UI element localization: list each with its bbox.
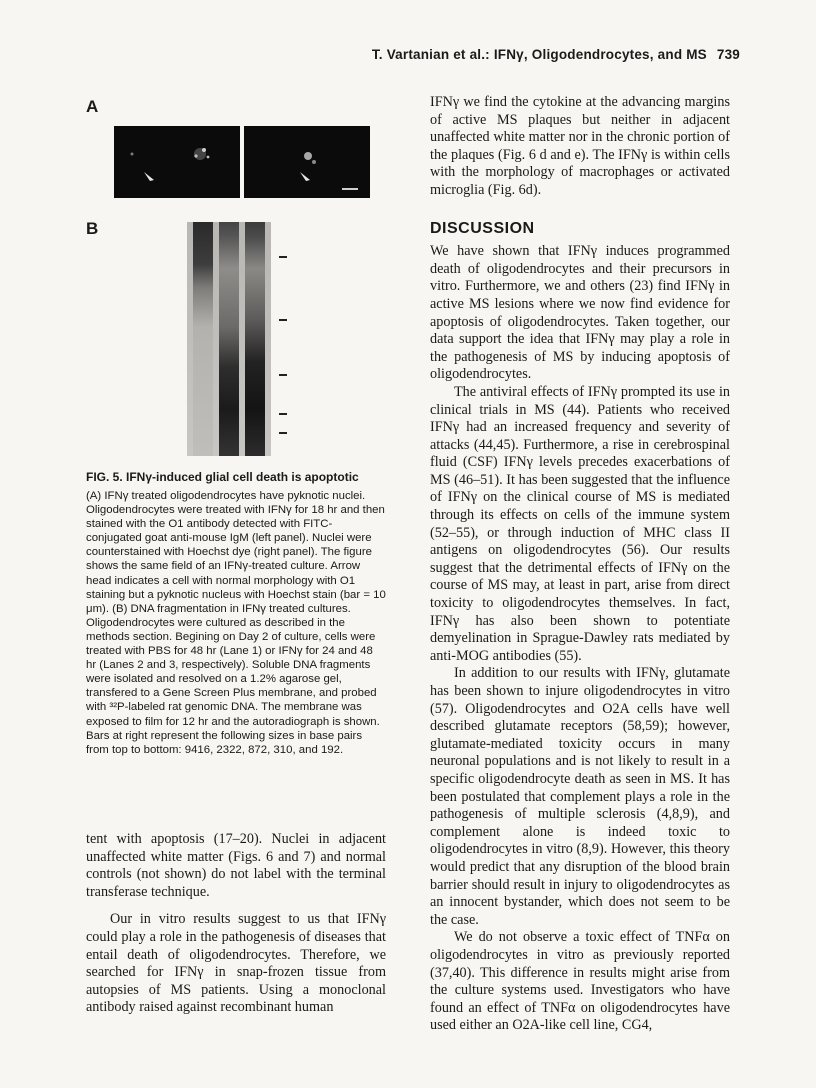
discussion-paragraph-3: In addition to our results with IFNγ, glutamate has been shown to injure oligodendrocytes in vitro (57). Oligodendrocytes and O2A cells have well described glutamate receptors (58,59); however, glutamate-mediated toxicity occurs in many neuronal populations and is not likely to result in a specific oligodendrocyte death as seen in MS. It has been postulated that complement plays a role in the pathogenesis of multiple sclerosis (4,8,9), and complement alone is indeed toxic to oligodendrocytes in vitro (8,9). However, this theory would predict that any disruption of the blood brain barrier should result in injury to oligodendrocytes as an innocent bystander, which does not seem to be the case. — [430, 665, 730, 928]
size-marker-872 — [279, 374, 287, 376]
discussion-heading: DISCUSSION — [430, 219, 535, 237]
size-marker-9416 — [279, 256, 287, 258]
left-paragraph-2: Our in vitro results suggest to us that IFNγ could play a role in the pathogenesis of diseases that entail death of oligodendrocytes. Therefore, we searched for IFNγ in snap-frozen tissue from autopsies of MS patients. Using a monoclonal antibody raised against recombinant human — [86, 911, 386, 1016]
micrograph-o1-image — [114, 126, 240, 198]
left-paragraph-1: tent with apoptosis (17–20). Nuclei in adjacent unaffected white matter (Figs. 6 and 7) and normal controls (not shown) do not label with the terminal transferase technique. — [86, 831, 386, 900]
micrograph-o1-stain — [114, 126, 240, 198]
figure-title: FIG. 5. IFNγ-induced glial cell death is apoptotic — [86, 470, 359, 484]
micrograph-hoechst-stain — [244, 126, 370, 198]
discussion-paragraph-1: We have shown that IFNγ induces programmed death of oligodendrocytes and their precursors in vitro. Furthermore, we and others (23) find IFNγ in active MS lesions where we now find evidence for apoptosis of oligodendrocytes. Taken together, our data support the idea that IFNγ may play a role in the pathogenesis of MS by inducing apoptosis of oligodendrocytes. — [430, 243, 730, 383]
discussion-paragraph-2: The antiviral effects of IFNγ prompted its use in clinical trials in MS (44). Patients who received IFNγ had an increased frequency and severity of attacks (44,45). Furthermore, a rise in cerebrospinal fluid (CSF) IFNγ levels precedes exacerbations of MS (46–51). It has been suggested that the influence of IFNγ on the clinical course of MS is mediated through its effects on cells of the immune system (52–55), or through induction of MHC class II antigens on oligodendrocytes (56). Our results suggest that the detrimental effects of IFNγ on the course of MS may, at least in part, arise from direct toxicity to oligodendrocytes themselves. In fact, IFNγ has also been shown to potentiate demyelination in Sprague-Dawley rats mediated by anti-MOG antibodies (55). — [430, 383, 730, 664]
running-title: T. Vartanian et al.: IFNγ, Oligodendrocytes, and MS — [371, 47, 707, 62]
figure-caption — [86, 470, 386, 757]
gel-autoradiograph — [187, 222, 271, 456]
page-number: 739 — [716, 47, 740, 62]
gel-lane-1 — [193, 222, 213, 456]
left-column — [86, 831, 386, 1017]
gel-lane-2 — [219, 222, 239, 456]
size-marker-2322 — [279, 319, 287, 321]
figure-caption-text: (A) IFNγ treated oligodendrocytes have pyknotic nuclei. Oligodendrocytes were treated with IFNγ for 18 hr and then stained with the O1 antibody detected with FITC-conjugated goat anti-mouse IgM (left panel). Nuclei were counterstained with Hoechst dye (right panel). The figure shows the same field of an IFNγ-treated culture. Arrow head indicates a cell with normal morphology with O1 staining but a pyknotic nucleus with Hoechst stain (bar = 10 μm). (B) DNA fragmentation in IFNγ treated cultures. Oligodendrocytes were cultured as described in the methods section. Begining on Day 2 of culture, cells were treated with PBS for 48 hr (Lane 1) or IFNγ for 24 and 48 hr (Lanes 2 and 3, respectively). Soluble DNA fragments were isolated and resolved on a 1.2% agarose gel, transfered to a Gene Screen Plus membrane, and probed with ³²P-labeled rat genomic DNA. The membrane was exposed to film for 12 hr and the autoradiograph is shown. Bars at right represent the following sizes in base pairs from top to bottom: 9416, 2322, 872, 310, and 192. — [86, 490, 386, 756]
right-paragraph-0: IFNγ we find the cytokine at the advancing margins of active MS plaques but neither in adjacent unaffected white matter nor in the chronic portion of the plaques (Fig. 6 d and e). The IFNγ is within cells with the morphology of macrophages or activated microglia (Fig. 6d). — [430, 94, 730, 198]
panel-b-label: B — [86, 219, 99, 238]
panel-a-label: A — [86, 97, 99, 116]
size-marker-310 — [279, 413, 287, 415]
micrograph-hoechst-image — [244, 126, 370, 198]
discussion-paragraph-4: We do not observe a toxic effect of TNFα on oligodendrocytes in vitro as previously reported (37,40). This difference in results might arise from the culture systems used. Investigators who have found an effect of TNFα on oligodendrocytes have used either an O2A-like cell line, CG4, — [430, 929, 730, 1034]
running-header — [360, 47, 740, 62]
right-column — [430, 94, 730, 1035]
size-marker-192 — [279, 432, 287, 434]
gel-lane-3 — [245, 222, 265, 456]
